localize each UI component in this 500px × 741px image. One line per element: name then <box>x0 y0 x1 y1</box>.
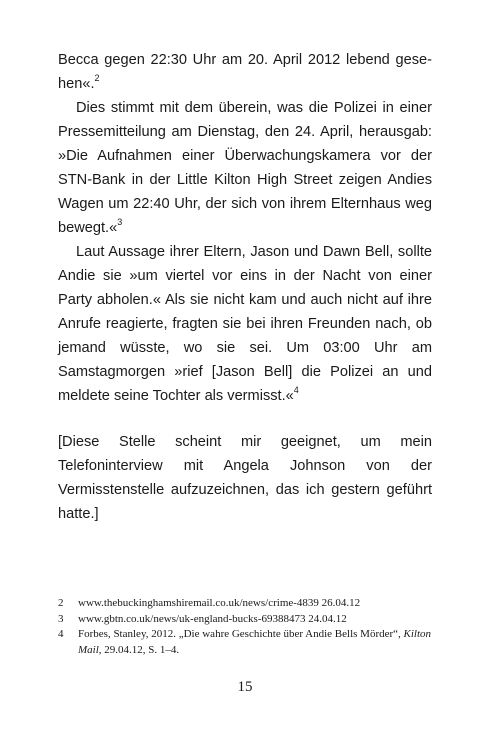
footnotes <box>58 596 432 658</box>
paragraph-3 <box>58 240 432 408</box>
footnote-3 <box>58 612 432 628</box>
footnote-text: www.gbtn.co.uk/news/uk-england-bucks-69388473 24.04.12 <box>78 612 347 625</box>
footnote-number: 3 <box>58 612 64 625</box>
footnote-text: www.thebuckinghamshiremail.co.uk/news/crime-4839 26.04.12 <box>78 597 361 609</box>
footnote-citation-end: , 29.04.12, S. 1–4. <box>98 643 180 656</box>
footnote-ref-3: 3 <box>117 217 123 228</box>
footnote-ref-4: 4 <box>293 385 299 396</box>
footnote-4 <box>58 627 432 658</box>
paragraph-2-text: Dies stimmt mit dem überein, was die Polizei in einer Pressemitteilung am Dienstag, den 24. April, herausgab: »Die Aufnahmen einer Überwachungskamera vor der STN-Bank in der Little Kilton High Street zeigen Andies Wagen um 22:40 Uhr, der sich von ihrem Elternhaus weg bewegt.« <box>58 100 432 236</box>
book-page <box>58 48 432 728</box>
paragraph-2 <box>58 96 432 240</box>
footnote-publication-title: Kilton Mail <box>78 628 432 656</box>
page-number: 15 <box>237 679 253 695</box>
paragraph-1-text: Becca gegen 22:30 Uhr am 20. April 2012 lebend gesehen«. <box>58 52 432 92</box>
main-text <box>58 48 432 526</box>
bracketed-note: [Diese Stelle scheint mir geeignet, um mein Telefoninterview mit Angela Johnson von der Vermisstenstelle aufzuzeichnen, das ich gestern geführt hatte.] <box>58 434 432 522</box>
footnote-2 <box>58 596 432 612</box>
footnote-number: 4 <box>58 628 64 640</box>
footnote-number: 2 <box>58 597 64 609</box>
footnote-ref-2: 2 <box>94 73 100 84</box>
paragraph-3-text: Laut Aussage ihrer Eltern, Jason und Dawn Bell, sollte Andie sie »um viertel vor eins in der Nacht von einer Party abholen.« Als sie nicht kam und auch nicht auf ihre Anrufe reagierte, fragten sie bei ihren Freunden nach, ob jemand wüsste, wo sie sei. Um 03:00 Uhr am Samstagmorgen »rief [Jason Bell] die Polizei an und meldete seine Tochter als vermisst.« <box>58 244 432 404</box>
paragraph-1 <box>58 48 432 96</box>
footnote-citation-start: Forbes, Stanley, 2012. „Die wahre Geschichte über Andie Bells Mörder“, <box>78 628 404 640</box>
footnote-text <box>78 627 432 658</box>
